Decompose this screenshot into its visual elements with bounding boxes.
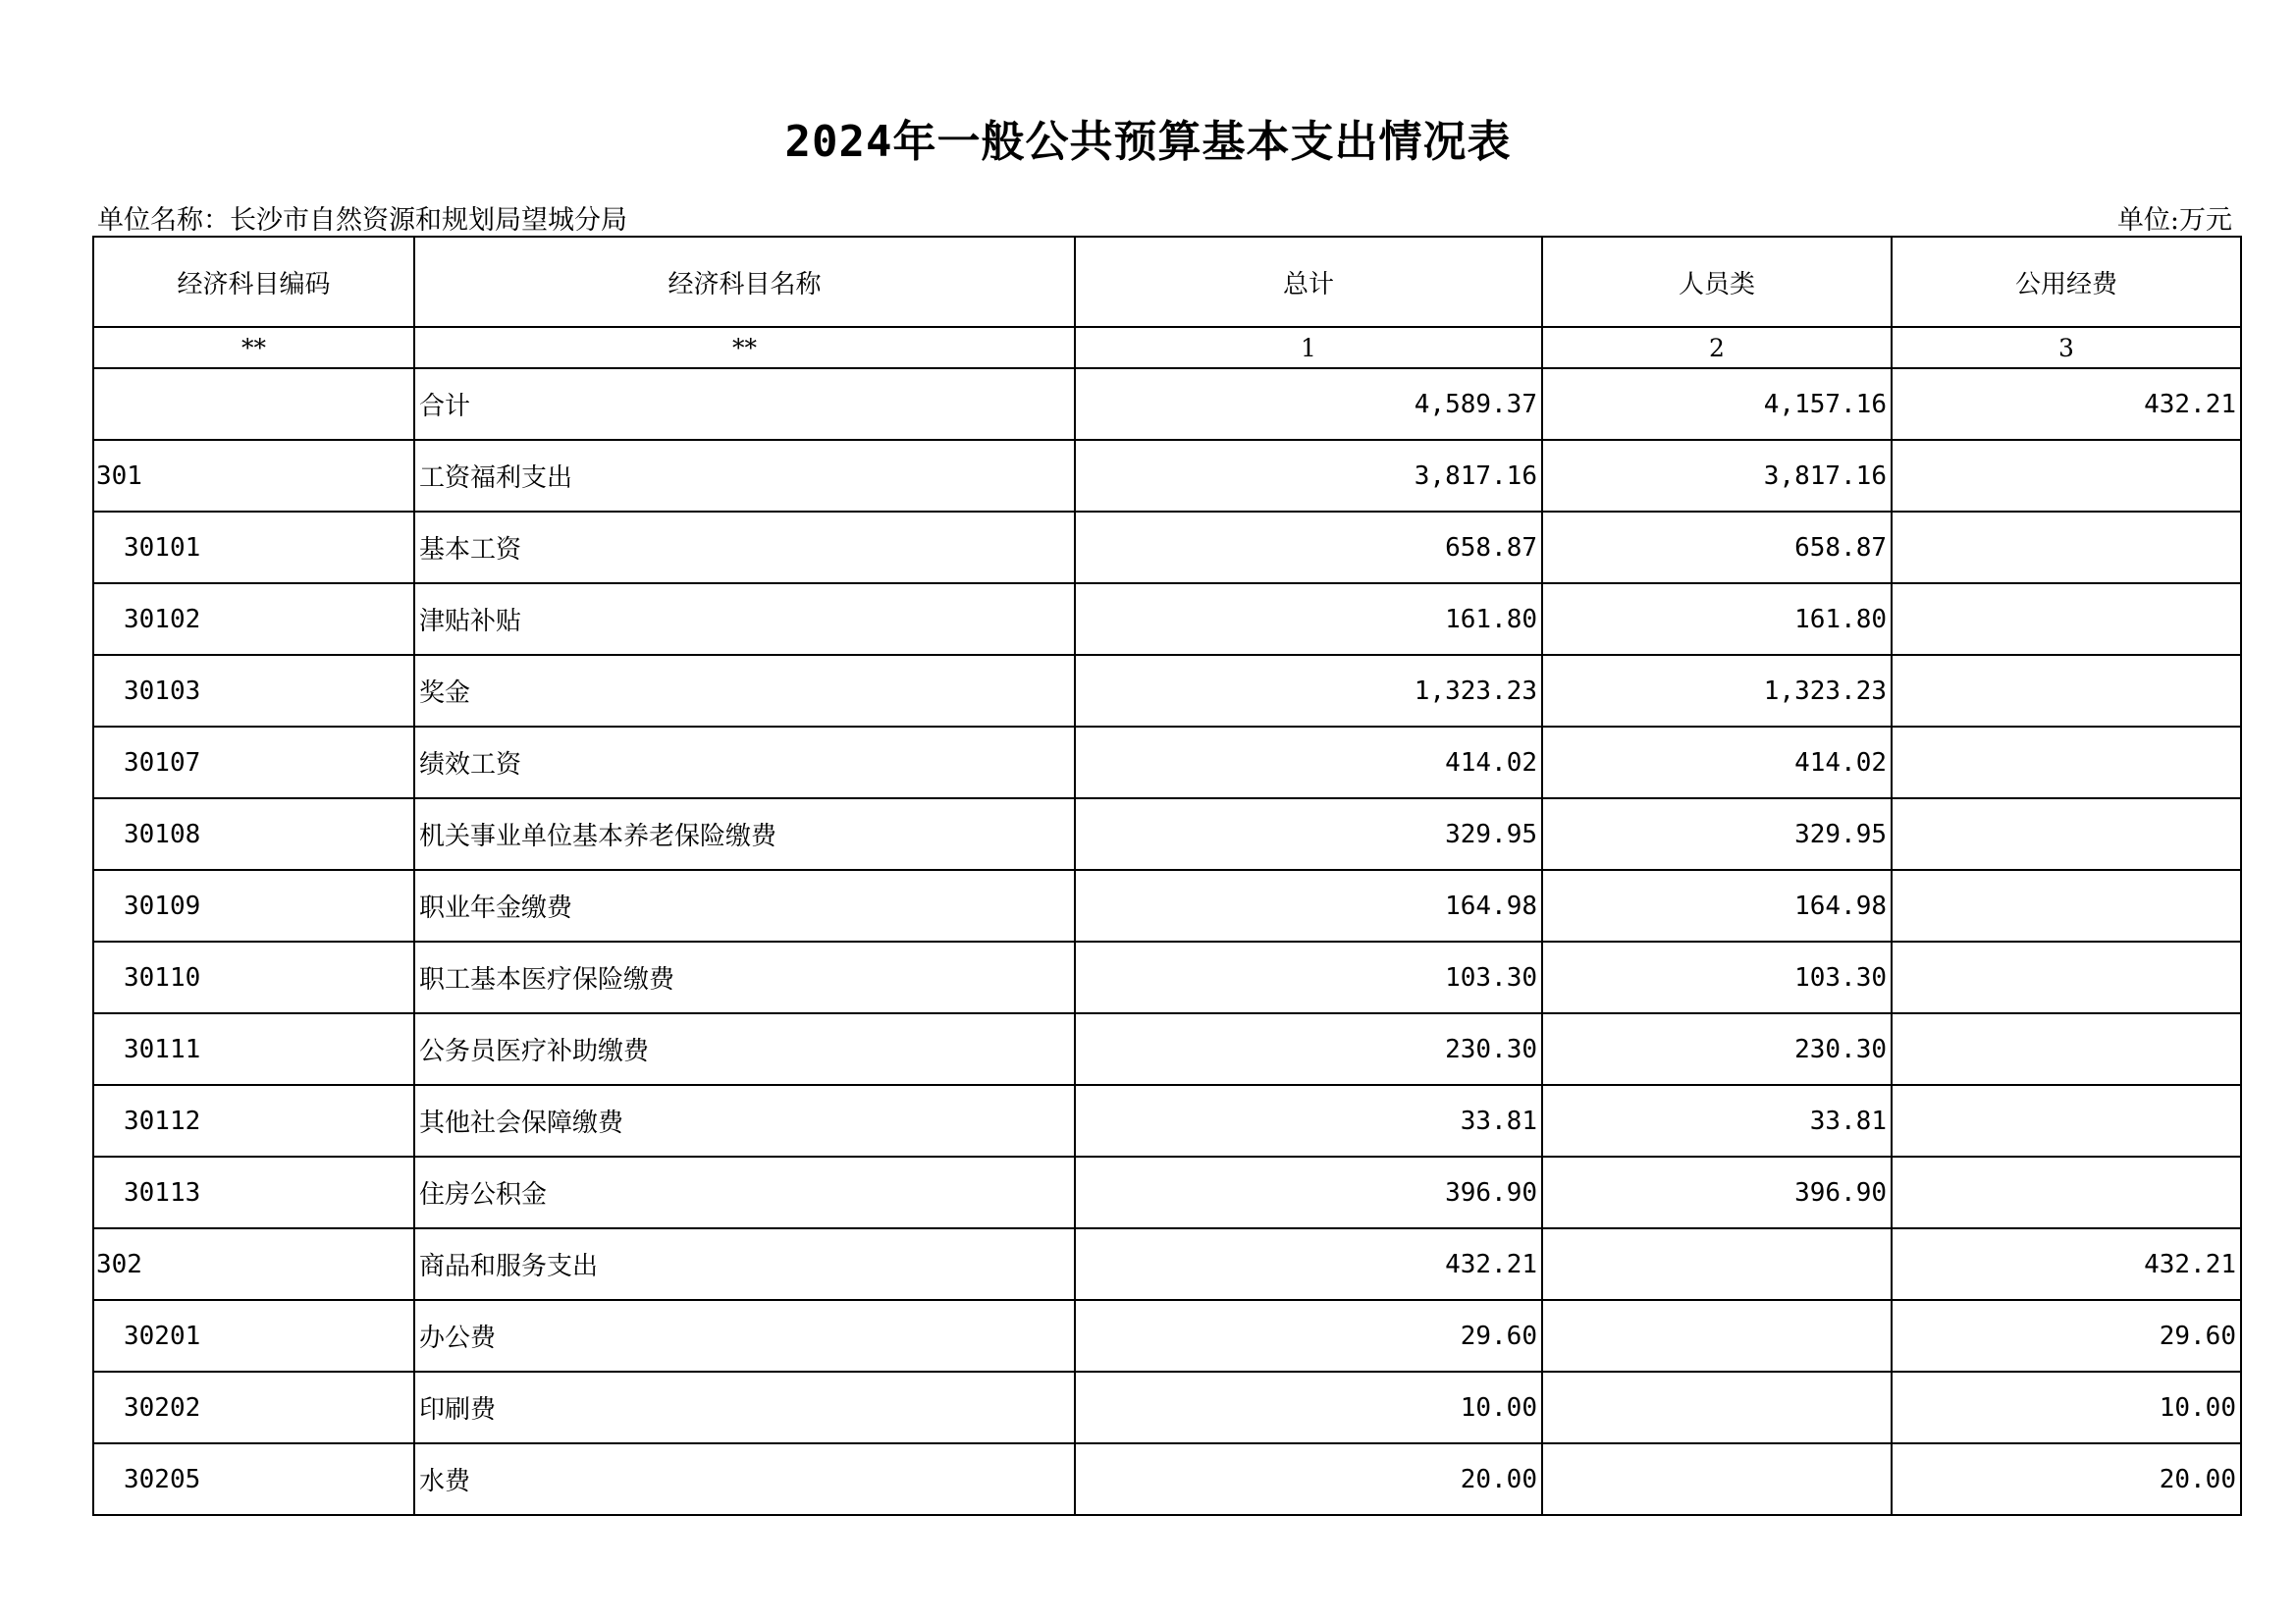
- code-cell: 30110: [93, 942, 414, 1013]
- total-cell: 329.95: [1075, 798, 1542, 870]
- name-cell: 其他社会保障缴费: [414, 1085, 1075, 1157]
- name-cell: 办公费: [414, 1300, 1075, 1372]
- public-cell: [1892, 798, 2241, 870]
- personnel-cell: 414.02: [1542, 727, 1892, 798]
- name-cell: 机关事业单位基本养老保险缴费: [414, 798, 1075, 870]
- index-cell: **: [93, 327, 414, 368]
- total-cell: 414.02: [1075, 727, 1542, 798]
- table-row: [93, 512, 2241, 583]
- table-row: [93, 727, 2241, 798]
- total-cell: 432.21: [1075, 1228, 1542, 1300]
- personnel-cell: [1542, 1443, 1892, 1515]
- public-cell: 432.21: [1892, 1228, 2241, 1300]
- name-cell: 职业年金缴费: [414, 870, 1075, 942]
- total-cell: 29.60: [1075, 1300, 1542, 1372]
- table-row: [93, 583, 2241, 655]
- table-row: [93, 1085, 2241, 1157]
- column-header-public: 公用经费: [1892, 237, 2241, 327]
- table-row: [93, 440, 2241, 512]
- total-cell: 33.81: [1075, 1085, 1542, 1157]
- code-cell: 30108: [93, 798, 414, 870]
- total-cell: 10.00: [1075, 1372, 1542, 1443]
- code-cell: 30109: [93, 870, 414, 942]
- personnel-cell: 230.30: [1542, 1013, 1892, 1085]
- code-cell: 30112: [93, 1085, 414, 1157]
- table-row: [93, 942, 2241, 1013]
- name-cell: 津贴补贴: [414, 583, 1075, 655]
- index-cell: 1: [1075, 327, 1542, 368]
- code-cell: 301: [93, 440, 414, 512]
- name-cell: 水费: [414, 1443, 1075, 1515]
- code-cell: 30113: [93, 1157, 414, 1228]
- code-cell: [93, 368, 414, 440]
- budget-table: [92, 236, 2242, 1516]
- public-cell: [1892, 1157, 2241, 1228]
- personnel-cell: 103.30: [1542, 942, 1892, 1013]
- table-row: [93, 1157, 2241, 1228]
- name-cell: 住房公积金: [414, 1157, 1075, 1228]
- table-row: [93, 655, 2241, 727]
- name-cell: 基本工资: [414, 512, 1075, 583]
- total-cell: 164.98: [1075, 870, 1542, 942]
- public-cell: 10.00: [1892, 1372, 2241, 1443]
- code-cell: 30107: [93, 727, 414, 798]
- table-row: [93, 1300, 2241, 1372]
- personnel-cell: 1,323.23: [1542, 655, 1892, 727]
- code-cell: 30202: [93, 1372, 414, 1443]
- table-row: [93, 368, 2241, 440]
- total-cell: 3,817.16: [1075, 440, 1542, 512]
- total-cell: 1,323.23: [1075, 655, 1542, 727]
- total-cell: 20.00: [1075, 1443, 1542, 1515]
- total-cell: 161.80: [1075, 583, 1542, 655]
- total-cell: 103.30: [1075, 942, 1542, 1013]
- personnel-cell: 161.80: [1542, 583, 1892, 655]
- public-cell: 29.60: [1892, 1300, 2241, 1372]
- public-cell: [1892, 727, 2241, 798]
- public-cell: [1892, 512, 2241, 583]
- table-row: [93, 1013, 2241, 1085]
- name-cell: 商品和服务支出: [414, 1228, 1075, 1300]
- table-row: [93, 1443, 2241, 1515]
- name-cell: 印刷费: [414, 1372, 1075, 1443]
- personnel-cell: 33.81: [1542, 1085, 1892, 1157]
- total-cell: 396.90: [1075, 1157, 1542, 1228]
- name-cell: 职工基本医疗保险缴费: [414, 942, 1075, 1013]
- header-row: [93, 237, 2241, 327]
- name-cell: 绩效工资: [414, 727, 1075, 798]
- table-row: [93, 1228, 2241, 1300]
- public-cell: [1892, 583, 2241, 655]
- name-cell: 公务员医疗补助缴费: [414, 1013, 1075, 1085]
- name-cell: 合计: [414, 368, 1075, 440]
- public-cell: [1892, 942, 2241, 1013]
- column-header-personnel: 人员类: [1542, 237, 1892, 327]
- name-cell: 工资福利支出: [414, 440, 1075, 512]
- code-cell: 30103: [93, 655, 414, 727]
- public-cell: 432.21: [1892, 368, 2241, 440]
- column-header-code: 经济科目编码: [93, 237, 414, 327]
- public-cell: 20.00: [1892, 1443, 2241, 1515]
- total-cell: 658.87: [1075, 512, 1542, 583]
- personnel-cell: 3,817.16: [1542, 440, 1892, 512]
- table-row: [93, 798, 2241, 870]
- personnel-cell: [1542, 1372, 1892, 1443]
- code-cell: 30201: [93, 1300, 414, 1372]
- column-header-name: 经济科目名称: [414, 237, 1075, 327]
- personnel-cell: [1542, 1228, 1892, 1300]
- column-header-total: 总计: [1075, 237, 1542, 327]
- code-cell: 302: [93, 1228, 414, 1300]
- public-cell: [1892, 870, 2241, 942]
- name-cell: 奖金: [414, 655, 1075, 727]
- personnel-cell: 164.98: [1542, 870, 1892, 942]
- unit-name-label: 单位名称：长沙市自然资源和规划局望城分局: [97, 205, 627, 236]
- total-cell: 4,589.37: [1075, 368, 1542, 440]
- personnel-cell: 396.90: [1542, 1157, 1892, 1228]
- personnel-cell: 658.87: [1542, 512, 1892, 583]
- code-cell: 30102: [93, 583, 414, 655]
- table-row: [93, 870, 2241, 942]
- personnel-cell: 329.95: [1542, 798, 1892, 870]
- total-cell: 230.30: [1075, 1013, 1542, 1085]
- index-row: [93, 327, 2241, 368]
- public-cell: [1892, 1013, 2241, 1085]
- personnel-cell: 4,157.16: [1542, 368, 1892, 440]
- index-cell: **: [414, 327, 1075, 368]
- table-row: [93, 1372, 2241, 1443]
- index-cell: 3: [1892, 327, 2241, 368]
- index-cell: 2: [1542, 327, 1892, 368]
- code-cell: 30101: [93, 512, 414, 583]
- public-cell: [1892, 655, 2241, 727]
- code-cell: 30205: [93, 1443, 414, 1515]
- public-cell: [1892, 440, 2241, 512]
- code-cell: 30111: [93, 1013, 414, 1085]
- unit-label: 单位:万元: [2116, 205, 2232, 236]
- public-cell: [1892, 1085, 2241, 1157]
- personnel-cell: [1542, 1300, 1892, 1372]
- page-title: 2024年一般公共预算基本支出情况表: [784, 117, 1512, 167]
